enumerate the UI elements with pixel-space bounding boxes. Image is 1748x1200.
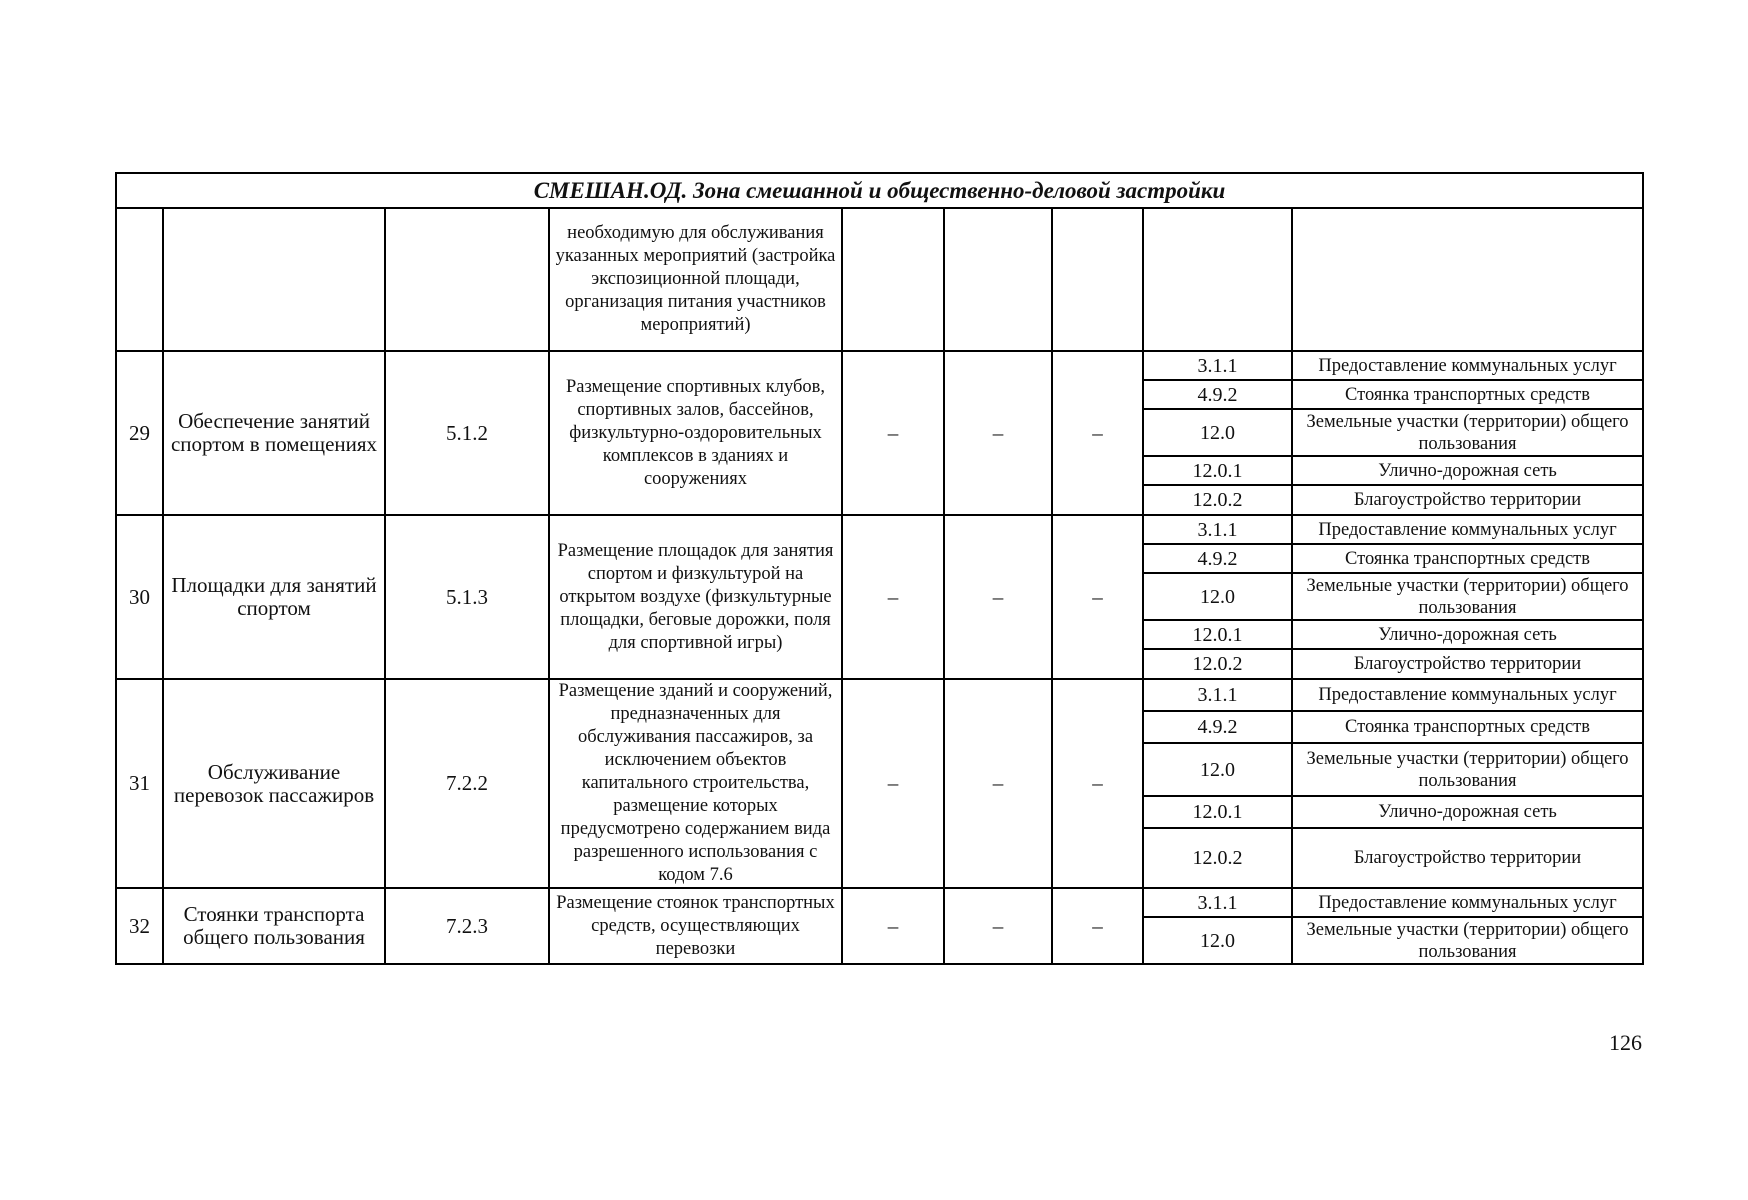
continuation-num-cell (116, 208, 163, 351)
aux-use-code: 12.0.1 (1143, 620, 1292, 649)
aux-use-code: 3.1.1 (1143, 888, 1292, 917)
use-code: 5.1.3 (385, 515, 549, 679)
aux-use-name: Земельные участки (территории) общего пользования (1292, 573, 1643, 620)
aux-use-name: Стоянка транспортных средств (1292, 544, 1643, 573)
dash-cell: – (1052, 679, 1143, 888)
table-row (116, 515, 1643, 544)
use-name: Обеспечение занятий спортом в помещениях (163, 351, 385, 515)
aux-use-code: 12.0 (1143, 743, 1292, 795)
aux-use-code: 4.9.2 (1143, 380, 1292, 409)
dash-cell: – (944, 888, 1052, 964)
aux-use-code: 12.0 (1143, 409, 1292, 456)
zone-header-row (116, 173, 1643, 208)
dash-cell: – (944, 515, 1052, 679)
continuation-empty-cell (1052, 208, 1143, 351)
dash-cell: – (1052, 888, 1143, 964)
aux-use-name: Улично-дорожная сеть (1292, 796, 1643, 828)
dash-cell: – (1052, 515, 1143, 679)
continuation-empty-cell (944, 208, 1052, 351)
use-code: 7.2.2 (385, 679, 549, 888)
aux-use-name: Предоставление коммунальных услуг (1292, 351, 1643, 380)
aux-use-name: Земельные участки (территории) общего пользования (1292, 743, 1643, 795)
continuation-description: необходимую для обслуживания указанных мероприятий (застройка экспозиционной площади, организация питания участников мероприятий) (549, 208, 842, 351)
continuation-row (116, 208, 1643, 351)
aux-use-name: Стоянка транспортных средств (1292, 711, 1643, 743)
aux-use-name: Земельные участки (территории) общего пользования (1292, 409, 1643, 456)
aux-use-code: 4.9.2 (1143, 544, 1292, 573)
table-row (116, 351, 1643, 380)
table-row (116, 679, 1643, 711)
continuation-empty-cell (842, 208, 944, 351)
use-code: 5.1.2 (385, 351, 549, 515)
aux-use-name: Благоустройство территории (1292, 828, 1643, 888)
continuation-aux-name-cell (1292, 208, 1643, 351)
use-name: Стоянки транспорта общего пользования (163, 888, 385, 964)
aux-use-name: Земельные участки (территории) общего пользования (1292, 917, 1643, 964)
aux-use-name: Предоставление коммунальных услуг (1292, 515, 1643, 544)
use-code: 7.2.3 (385, 888, 549, 964)
dash-cell: – (1052, 351, 1143, 515)
aux-use-name: Предоставление коммунальных услуг (1292, 679, 1643, 711)
use-description: Размещение зданий и сооружений, предназначенных для обслуживания пассажиров, за исключением объектов капитального строительства, размещение которых предусмотрено содержанием вида разрешенного использования с кодом 7.6 (549, 679, 842, 888)
continuation-name-cell (163, 208, 385, 351)
aux-use-code: 3.1.1 (1143, 515, 1292, 544)
page-number: 126 (1609, 1030, 1642, 1055)
aux-use-code: 12.0.1 (1143, 456, 1292, 485)
dash-cell: – (842, 351, 944, 515)
aux-use-name: Благоустройство территории (1292, 485, 1643, 515)
aux-use-name: Предоставление коммунальных услуг (1292, 888, 1643, 917)
aux-use-code: 12.0 (1143, 917, 1292, 964)
aux-use-code: 3.1.1 (1143, 679, 1292, 711)
aux-use-code: 3.1.1 (1143, 351, 1292, 380)
row-number: 32 (116, 888, 163, 964)
continuation-aux-code-cell (1143, 208, 1292, 351)
aux-use-code: 12.0.2 (1143, 828, 1292, 888)
row-number: 31 (116, 679, 163, 888)
aux-use-name: Стоянка транспортных средств (1292, 380, 1643, 409)
use-name: Площадки для занятий спортом (163, 515, 385, 679)
dash-cell: – (842, 679, 944, 888)
use-description: Размещение спортивных клубов, спортивных залов, бассейнов, физкультурно-оздоровительных комплексов в зданиях и сооружениях (549, 351, 842, 515)
continuation-code-cell (385, 208, 549, 351)
use-name: Обслуживание перевозок пассажиров (163, 679, 385, 888)
zoning-table (115, 172, 1644, 965)
row-number: 30 (116, 515, 163, 679)
aux-use-code: 12.0 (1143, 573, 1292, 620)
aux-use-name: Улично-дорожная сеть (1292, 620, 1643, 649)
dash-cell: – (944, 351, 1052, 515)
aux-use-code: 12.0.1 (1143, 796, 1292, 828)
aux-use-code: 12.0.2 (1143, 485, 1292, 515)
use-description: Размещение площадок для занятия спортом и физкультурой на открытом воздухе (физкультурные площадки, беговые дорожки, поля для спортивной игры) (549, 515, 842, 679)
dash-cell: – (842, 888, 944, 964)
dash-cell: – (842, 515, 944, 679)
aux-use-name: Улично-дорожная сеть (1292, 456, 1643, 485)
table-row (116, 888, 1643, 917)
aux-use-code: 12.0.2 (1143, 649, 1292, 679)
aux-use-name: Благоустройство территории (1292, 649, 1643, 679)
aux-use-code: 4.9.2 (1143, 711, 1292, 743)
zone-title: СМЕШАН.ОД. Зона смешанной и общественно-деловой застройки (116, 173, 1643, 208)
row-number: 29 (116, 351, 163, 515)
use-description: Размещение стоянок транспортных средств, осуществляющих перевозки (549, 888, 842, 964)
dash-cell: – (944, 679, 1052, 888)
